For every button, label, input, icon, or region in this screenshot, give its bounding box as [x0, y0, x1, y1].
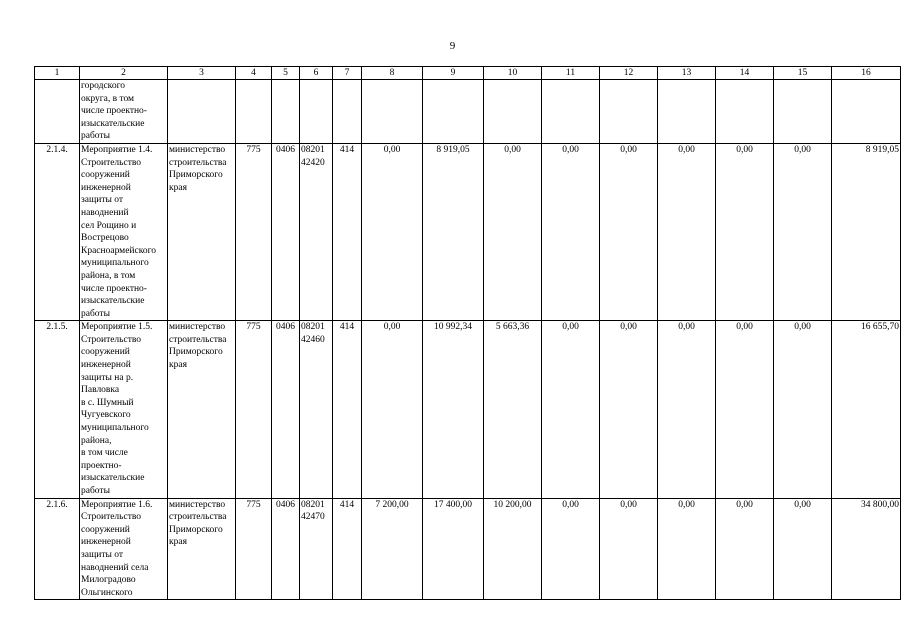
cell-c13: 0,00: [658, 143, 716, 320]
cell-c13: 0,00: [658, 498, 716, 600]
cell-c6: 08201 42420: [300, 143, 333, 320]
executor: министерство строительства Приморского края: [168, 498, 236, 600]
executor: министерство строительства Приморского края: [168, 321, 236, 498]
cell-c5: 0406: [272, 143, 300, 320]
cell-c4: 775: [236, 498, 272, 600]
cell-c16: 8 919,05: [832, 143, 901, 320]
table-row: [35, 321, 901, 498]
column-header: 12: [600, 67, 658, 80]
table-row: [35, 143, 901, 320]
cell-c4: 775: [236, 143, 272, 320]
column-header: 10: [484, 67, 542, 80]
column-header: 7: [333, 67, 362, 80]
column-header: 1: [35, 67, 80, 80]
table-row: [35, 498, 901, 600]
column-header: 16: [832, 67, 901, 80]
column-header: 3: [168, 67, 236, 80]
cell-c15: 0,00: [774, 321, 832, 498]
cell-c7: 414: [333, 321, 362, 498]
column-header: 8: [362, 67, 423, 80]
cell-c8: 0,00: [362, 321, 423, 498]
cell-c10: 5 663,36: [484, 321, 542, 498]
column-header: 15: [774, 67, 832, 80]
column-number-row: [35, 67, 901, 80]
row-number: 2.1.6.: [35, 498, 80, 600]
cell-c10: 10 200,00: [484, 498, 542, 600]
column-header: 13: [658, 67, 716, 80]
row-number: 2.1.5.: [35, 321, 80, 498]
cell-c14: 0,00: [716, 143, 774, 320]
cell-c4: 775: [236, 321, 272, 498]
cell-c8: 0,00: [362, 143, 423, 320]
cell-c6: 08201 42470: [300, 498, 333, 600]
cell-c6: 08201 42460: [300, 321, 333, 498]
cell-c16: 16 655,70: [832, 321, 901, 498]
cell-c11: 0,00: [542, 498, 600, 600]
cell-c16: 34 800,00: [832, 498, 901, 600]
measure-name: Мероприятие 1.6. Строительство сооружений инженерной защиты от наводнений села Милоградово Ольгинского: [80, 498, 168, 600]
page-number: 9: [449, 40, 456, 52]
table-row-continuation: [35, 80, 901, 144]
cell-c14: 0,00: [716, 498, 774, 600]
cell-c12: 0,00: [600, 498, 658, 600]
budget-table: [34, 66, 901, 600]
cell-c7: 414: [333, 498, 362, 600]
column-header: 9: [423, 67, 484, 80]
cell-c11: 0,00: [542, 321, 600, 498]
cell-c5: 0406: [272, 498, 300, 600]
cell-c7: 414: [333, 143, 362, 320]
cell-c9: 8 919,05: [423, 143, 484, 320]
cell-c9: 10 992,34: [423, 321, 484, 498]
cell-c15: 0,00: [774, 143, 832, 320]
column-header: 6: [300, 67, 333, 80]
column-header: 4: [236, 67, 272, 80]
measure-name: Мероприятие 1.4. Строительство сооружений инженерной защиты от наводнений сел Рощино и Вострецово Красноармейского муниципального района, в том числе проектно- изыскательские работы: [80, 143, 168, 320]
continuation-text: городского округа, в том числе проектно- изыскательские работы: [80, 80, 168, 144]
cell-c5: 0406: [272, 321, 300, 498]
cell-c10: 0,00: [484, 143, 542, 320]
row-number: 2.1.4.: [35, 143, 80, 320]
cell-c12: 0,00: [600, 321, 658, 498]
column-header: 5: [272, 67, 300, 80]
cell-c11: 0,00: [542, 143, 600, 320]
column-header: 14: [716, 67, 774, 80]
cell-c14: 0,00: [716, 321, 774, 498]
cell-c13: 0,00: [658, 321, 716, 498]
executor: министерство строительства Приморского края: [168, 143, 236, 320]
column-header: 11: [542, 67, 600, 80]
column-header: 2: [80, 67, 168, 80]
cell-c8: 7 200,00: [362, 498, 423, 600]
cell-c15: 0,00: [774, 498, 832, 600]
measure-name: Мероприятие 1.5. Строительство сооружений инженерной защиты на р. Павловка в с. Шумный Чугуевского муниципального района, в том числе проектно- изыскательские работы: [80, 321, 168, 498]
cell-c12: 0,00: [600, 143, 658, 320]
cell-c9: 17 400,00: [423, 498, 484, 600]
